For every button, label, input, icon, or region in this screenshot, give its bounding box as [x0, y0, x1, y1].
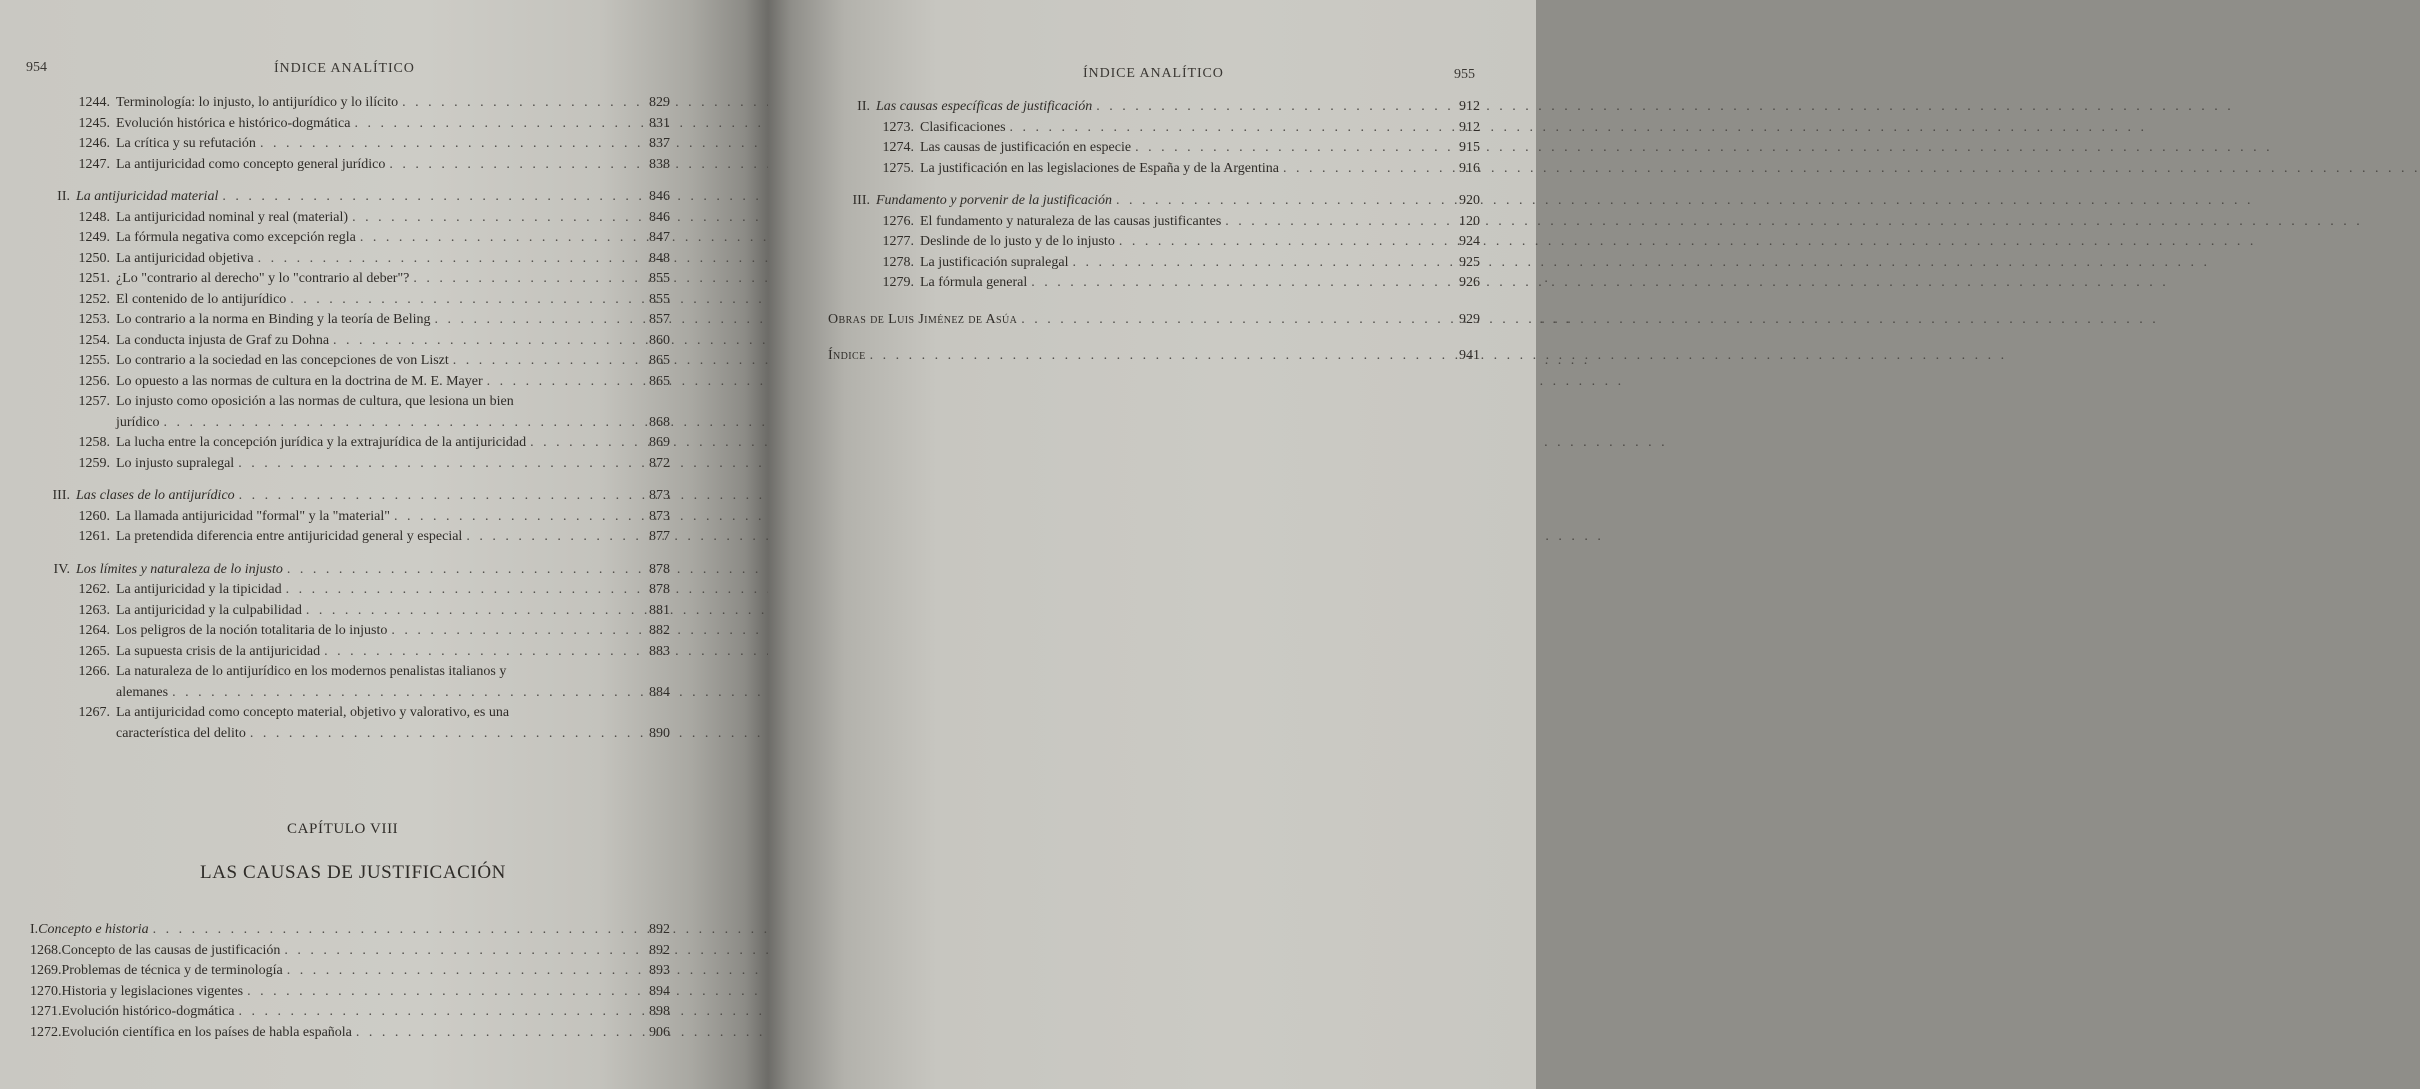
index-entry-row [30, 1023, 670, 1044]
entry-number: 1244. [78, 95, 110, 110]
entry-title: La antijuricidad y la tipicidad [116, 582, 282, 597]
entry-number: 1264. [78, 623, 110, 638]
index-entry-row [30, 1002, 670, 1023]
dot-leader [354, 114, 640, 135]
dot-leader [466, 527, 640, 548]
entry-page: 894 [649, 983, 670, 999]
entry-title: La lucha entre la concepción jurídica y la extrajurídica de la antijuricidad [116, 435, 527, 450]
entry-page: 924 [1459, 234, 1480, 249]
dot-leader [260, 134, 640, 155]
dot-leader [1073, 253, 1451, 274]
dot-leader [870, 346, 1450, 367]
entry-page: 869 [649, 435, 670, 450]
index-entry-row [30, 507, 670, 528]
entry-page: 878 [649, 582, 670, 597]
dot-leader [333, 331, 640, 352]
entry-page: 906 [649, 1024, 670, 1040]
entry-number: IV. [53, 561, 70, 577]
entry-page: 865 [649, 353, 670, 368]
dot-leader [402, 93, 640, 114]
entry-title: ¿Lo "contrario al derecho" y lo "contrario al deber"? [116, 271, 410, 286]
entry-page: 846 [649, 189, 670, 204]
dot-leader [413, 269, 640, 290]
entry-number: 1250. [78, 250, 110, 266]
dot-leader [286, 580, 640, 601]
dot-leader [247, 982, 640, 1003]
entry-page: 857 [649, 312, 670, 327]
index-entry-row [30, 134, 670, 155]
index-entry-row [30, 941, 670, 962]
entry-number: 1247. [78, 156, 110, 172]
entry-title: El contenido de lo antijurídico [116, 291, 287, 307]
entry-page: 892 [649, 922, 670, 937]
entry-title: La conducta injusta de Graf zu Dohna [116, 332, 330, 348]
entry-number: 1262. [78, 582, 110, 597]
entry-title: La llamada antijuricidad "formal" y la "material" [116, 508, 390, 524]
entry-page: 892 [649, 942, 670, 958]
entry-number: 1278. [882, 254, 914, 270]
entry-number: 1249. [78, 230, 110, 245]
entry-title: Obras de Luis Jiménez de Asúa [828, 311, 1018, 327]
entry-title: Fundamento y porvenir de la justificación [876, 193, 1113, 208]
page-number: 954 [26, 60, 47, 75]
entry-title: La fórmula negativa como excepción regla [116, 230, 356, 245]
dot-leader [153, 920, 640, 941]
entry-title: La pretendida diferencia entre antijuricidad general y especial [116, 529, 463, 544]
entry-number: II. [57, 189, 70, 204]
entry-title: Evolución histórico-dogmática [61, 1004, 235, 1019]
index-entry-continuation [30, 683, 670, 704]
index-entry-row [30, 580, 670, 601]
index-major-row [828, 310, 1480, 331]
chapter-label: CAPÍTULO VIII [287, 821, 399, 837]
entry-number: 1269. [30, 963, 62, 978]
entry-title: Los peligros de la noción totalitaria de lo injusto [116, 623, 388, 638]
entry-number: 1256. [78, 373, 110, 389]
index-entry-row [30, 621, 670, 642]
entry-title: La antijuricidad material [76, 189, 219, 204]
index-entry-row [30, 249, 670, 270]
entry-page: 878 [649, 561, 670, 577]
entry-title: La antijuricidad y la culpabilidad [116, 602, 302, 618]
index-entry-continuation [30, 413, 670, 434]
entry-title: La fórmula general [920, 275, 1028, 290]
index-entry-row [828, 118, 1480, 139]
dot-leader [435, 310, 640, 331]
entry-number: 1276. [882, 213, 914, 229]
index-list [30, 93, 670, 744]
entry-title: Las clases de lo antijurídico [76, 488, 235, 503]
entry-page: 929 [1459, 311, 1480, 327]
index-entry-row [30, 228, 670, 249]
entry-number: III. [852, 193, 870, 208]
entry-title: Clasificaciones [920, 119, 1006, 135]
entry-number: 1271. [30, 1004, 62, 1019]
entry-number: 1267. [78, 705, 110, 720]
entry-number: 1260. [78, 508, 110, 524]
dot-leader [287, 560, 640, 581]
entry-title: La antijuricidad como concepto general jurídico [116, 156, 386, 172]
entry-title: Lo injusto supralegal [116, 455, 235, 471]
index-entry-row [30, 642, 670, 663]
index-entry-continuation [30, 724, 670, 745]
entry-page: 873 [649, 488, 670, 503]
index-section-row [30, 486, 670, 507]
entry-page: 855 [649, 291, 670, 307]
dot-leader [239, 1002, 640, 1023]
index-entry-row [30, 310, 670, 331]
index-entry-row [30, 351, 670, 372]
chapter-index-list [30, 920, 670, 1043]
dot-leader [352, 208, 640, 229]
entry-number: III. [52, 488, 70, 503]
index-section-row [30, 187, 670, 208]
entry-number: 1251. [78, 271, 110, 286]
dot-leader [239, 486, 640, 507]
index-entry-row [828, 138, 1480, 159]
index-entry-row [30, 454, 670, 475]
entry-page: 882 [649, 623, 670, 638]
entry-number: 1273. [882, 119, 914, 135]
running-head: ÍNDICE ANALÍTICO [274, 61, 415, 76]
chapter-title: LAS CAUSAS DE JUSTIFICACIÓN [200, 862, 506, 883]
entry-page: 881 [649, 602, 670, 618]
entry-page: 848 [649, 250, 670, 266]
entry-page: 893 [649, 963, 670, 978]
dot-leader [1225, 212, 1450, 233]
index-section-row [828, 191, 1480, 212]
entry-page: 884 [649, 684, 670, 700]
entry-page: 829 [649, 95, 670, 110]
running-head: ÍNDICE ANALÍTICO [1083, 66, 1224, 81]
index-entry-row [30, 982, 670, 1003]
entry-title: La supuesta crisis de la antijuricidad [116, 643, 321, 659]
index-entry-row [30, 331, 670, 352]
entry-page: 912 [1459, 99, 1480, 114]
entry-number: 1252. [78, 291, 110, 307]
entry-title: Lo contrario a la sociedad en las concepciones de von Liszt [116, 353, 449, 368]
entry-page: 912 [1459, 119, 1480, 135]
dot-leader [222, 187, 640, 208]
entry-title: Problemas de técnica y de terminología [61, 963, 283, 978]
dot-leader [1119, 232, 1450, 253]
entry-title: Índice [828, 348, 866, 363]
entry-title: Las causas de justificación en especie [920, 140, 1132, 155]
dot-leader [324, 642, 640, 663]
entry-page: 120 [1459, 213, 1480, 229]
dot-leader [356, 1023, 640, 1044]
index-entry-row [30, 208, 670, 229]
entry-page: 883 [649, 643, 670, 659]
entry-page: 926 [1459, 275, 1480, 290]
entry-page: 941 [1459, 348, 1480, 363]
entry-number: 1265. [78, 643, 110, 659]
entry-page: 837 [649, 136, 670, 151]
entry-page: 872 [649, 455, 670, 471]
entry-title: Las causas específicas de justificación [876, 99, 1093, 114]
entry-title: Concepto de las causas de justificación [61, 942, 281, 958]
entry-title: Evolución histórica e histórico-dogmática [116, 115, 351, 131]
entry-page: 865 [649, 373, 670, 389]
entry-title-continuation: jurídico [116, 414, 160, 430]
entry-title-continuation: característica del delito [116, 725, 246, 741]
index-section-row [828, 97, 1480, 118]
dot-leader [391, 621, 640, 642]
entry-number: 1253. [78, 312, 110, 327]
entry-number: 1261. [78, 529, 110, 544]
entry-page: 890 [649, 725, 670, 741]
entry-title: La crítica y su refutación [116, 136, 256, 151]
dot-leader [258, 249, 640, 270]
index-entry-row [828, 253, 1480, 274]
entry-title: Concepto e historia [38, 922, 149, 937]
dot-leader [164, 413, 640, 434]
index-list [828, 97, 1480, 367]
entry-number: II. [857, 99, 870, 114]
dot-leader [487, 372, 640, 393]
entry-number: 1277. [882, 234, 914, 249]
entry-title: Los límites y naturaleza de lo injusto [76, 561, 283, 577]
entry-page: 898 [649, 1004, 670, 1019]
index-entry-row [30, 155, 670, 176]
entry-title: La justificación en las legislaciones de España y de la Argentina [920, 160, 1279, 176]
entry-page: 847 [649, 230, 670, 245]
index-entry-row [828, 232, 1480, 253]
entry-page: 925 [1459, 254, 1480, 270]
index-entry-row [828, 273, 1480, 294]
entry-page: 831 [649, 115, 670, 131]
entry-number: 1258. [78, 435, 110, 450]
entry-title: La justificación supralegal [920, 254, 1069, 270]
entry-title: Lo contrario a la norma en Binding y la teoría de Beling [116, 312, 431, 327]
entry-page: 838 [649, 156, 670, 172]
entry-number: 1246. [78, 136, 110, 151]
index-entry-row [30, 269, 670, 290]
index-entry-row [30, 93, 670, 114]
index-entry-row [30, 290, 670, 311]
entry-number: 1275. [882, 160, 914, 176]
entry-number: 1274. [882, 140, 914, 155]
dot-leader [1096, 97, 1450, 118]
index-major-row [828, 346, 1480, 367]
index-entry-row [828, 212, 1480, 233]
dot-leader [238, 454, 640, 475]
entry-number: 1257. [78, 394, 110, 409]
entry-number: 1255. [78, 353, 110, 368]
entry-page: 920 [1459, 193, 1480, 208]
entry-title: Historia y legislaciones vigentes [61, 983, 244, 999]
entry-title: La antijuricidad como concepto material, objetivo y valorativo, es una [116, 705, 510, 720]
index-entry-row [828, 159, 1480, 180]
index-entry-row [30, 433, 670, 454]
index-entry-row [30, 601, 670, 622]
entry-title: Deslinde de lo justo y de lo injusto [920, 234, 1115, 249]
entry-title: Lo injusto como oposición a las normas de cultura, que lesiona un bien [116, 394, 514, 409]
dot-leader [290, 290, 640, 311]
entry-number: 1270. [30, 983, 62, 999]
entry-title: La antijuricidad objetiva [116, 250, 254, 266]
entry-number: I. [30, 922, 39, 937]
dot-leader [530, 433, 640, 454]
index-entry-row [30, 527, 670, 548]
dot-leader [250, 724, 640, 745]
entry-title: La naturaleza de lo antijurídico en los modernos penalistas italianos y [116, 664, 507, 679]
dot-leader [389, 155, 640, 176]
entry-page: 915 [1459, 140, 1480, 155]
dot-leader [284, 941, 640, 962]
index-entry-row [30, 961, 670, 982]
index-entry-row [30, 703, 670, 724]
entry-number: 1266. [78, 664, 110, 679]
index-entry-row [30, 392, 670, 413]
entry-title: La antijuricidad nominal y real (material) [116, 209, 349, 225]
entry-number: 1259. [78, 455, 110, 471]
dot-leader [172, 683, 640, 704]
dot-leader [287, 961, 640, 982]
entry-number: 1272. [30, 1024, 62, 1040]
index-entry-row [30, 662, 670, 683]
dot-leader [394, 507, 640, 528]
entry-page: 855 [649, 271, 670, 286]
entry-title: El fundamento y naturaleza de las causas justificantes [920, 213, 1222, 229]
entry-title-continuation: alemanes [116, 684, 169, 700]
page-number: 955 [1454, 67, 1475, 82]
dot-leader [1021, 310, 1450, 331]
entry-number: 1279. [882, 275, 914, 290]
dot-leader [1135, 138, 1450, 159]
dot-leader [1031, 273, 1450, 294]
index-entry-row [30, 372, 670, 393]
dot-leader [360, 228, 640, 249]
dot-leader [306, 601, 640, 622]
index-section-row [30, 920, 670, 941]
entry-title: Lo opuesto a las normas de cultura en la doctrina de M. E. Mayer [116, 373, 483, 389]
left-page [0, 0, 768, 1089]
entry-number: 1263. [78, 602, 110, 618]
entry-page: 916 [1459, 160, 1480, 176]
entry-page: 860 [649, 332, 670, 348]
dot-leader [1116, 191, 1450, 212]
entry-number: 1254. [78, 332, 110, 348]
index-section-row [30, 560, 670, 581]
dot-leader [1283, 159, 1450, 180]
entry-number: 1245. [78, 115, 110, 131]
entry-number: 1248. [78, 209, 110, 225]
entry-number: 1268. [30, 942, 62, 958]
index-entry-row [30, 114, 670, 135]
dot-leader [1010, 118, 1450, 139]
dot-leader [453, 351, 640, 372]
entry-title: Evolución científica en los países de habla española [61, 1024, 352, 1040]
right-page [768, 0, 1536, 1089]
entry-page: 846 [649, 209, 670, 225]
entry-page: 873 [649, 508, 670, 524]
entry-page: 877 [649, 529, 670, 544]
entry-title: Terminología: lo injusto, lo antijurídico y lo ilícito [116, 95, 399, 110]
entry-page: 868 [649, 414, 670, 430]
